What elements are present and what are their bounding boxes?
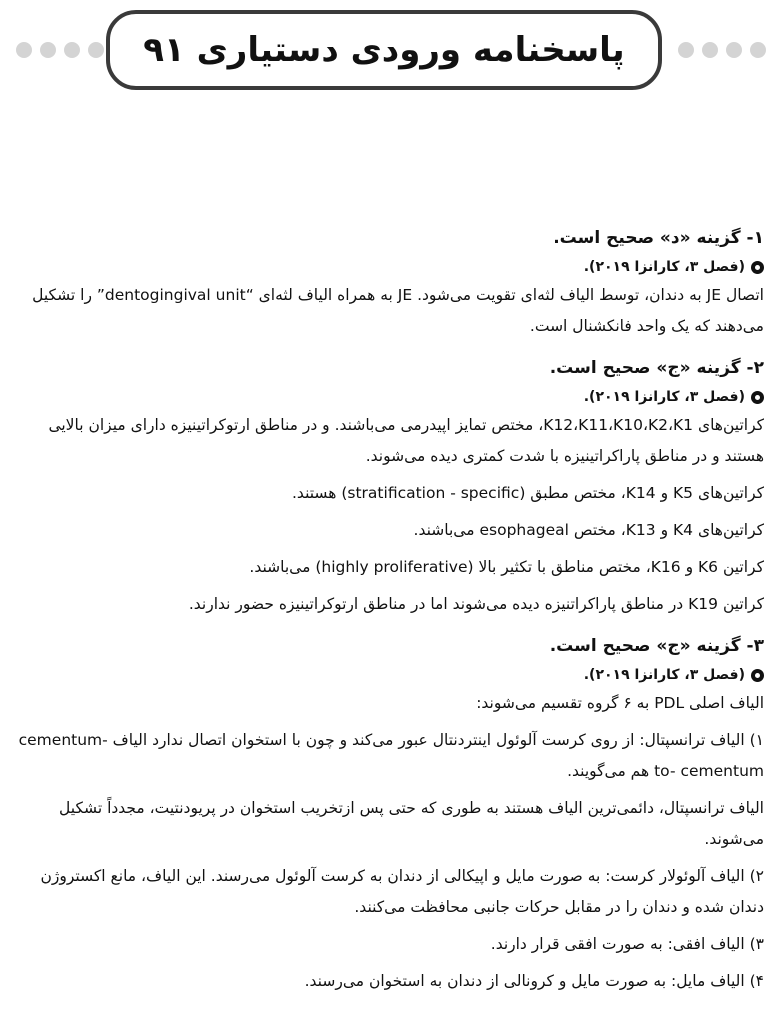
- dot-icon: [750, 42, 766, 58]
- answer-block-1: [18, 222, 764, 342]
- reference-bullet-icon: [751, 669, 764, 682]
- decorative-dots-right: [678, 42, 766, 58]
- reference-line: [18, 254, 764, 280]
- reference-bullet-icon: [751, 261, 764, 274]
- page-title: پاسخنامه ورودی دستیاری ۹۱: [143, 30, 625, 70]
- title-frame: [106, 10, 662, 90]
- dot-icon: [40, 42, 56, 58]
- answer-title: ۲- گزینه «ج» صحیح است.: [549, 358, 764, 378]
- dot-icon: [702, 42, 718, 58]
- dot-icon: [726, 42, 742, 58]
- answer-paragraph: ۴) الیاف مایل: به صورت مایل و کرونالی از دندان به استخوان می‌رسند.: [304, 972, 764, 990]
- answer-paragraph: الیاف ترانسپتال، دائمی‌ترین الیاف هستند به طوری که حتی پس ازتخریب استخوان در پریودنتیت، مجدداً تشکیل می‌شوند.: [59, 799, 764, 848]
- answer-paragraph: اتصال JE به دندان، توسط الیاف لثه‌ای تقویت می‌شود. JE به همراه الیاف لثه‌ای “dentogingival unit” را تشکیل می‌دهند که یک واحد فانکشنال است.: [32, 286, 764, 335]
- answer-paragraph: کراتین‌های K4 و K13، مختص esophageal می‌باشند.: [413, 521, 764, 539]
- answer-paragraph: الیاف اصلی PDL به ۶ گروه تقسیم می‌شوند:: [476, 694, 764, 712]
- answer-title: ۱- گزینه «د» صحیح است.: [553, 228, 764, 248]
- reference-bullet-icon: [751, 391, 764, 404]
- answer-content: [18, 222, 764, 1007]
- page-header: [0, 0, 784, 110]
- reference-text: (فصل ۳، کارانزا ۲۰۱۹).: [583, 259, 745, 275]
- answer-paragraph: کراتین‌های K5 و K14، مختص مطبق (stratification - specific) هستند.: [292, 484, 764, 502]
- answer-paragraph: ۱) الیاف ترانسپتال: از روی کرست آلوئول اینتردنتال عبور می‌کند و چون با استخوان اتصال ندارد الیاف -cementum to- cementum هم می‌گویند.: [18, 731, 764, 780]
- dot-icon: [88, 42, 104, 58]
- answer-title: ۳- گزینه «ج» صحیح است.: [549, 636, 764, 656]
- answer-block-2: [18, 352, 764, 620]
- decorative-dots-left: [16, 42, 104, 58]
- answer-paragraph: کراتین K19 در مناطق پاراکراتنیزه دیده می‌شوند اما در مناطق ارتوکراتینیزه حضور ندارند.: [188, 595, 764, 613]
- dot-icon: [678, 42, 694, 58]
- answer-paragraph: ۲) الیاف آلوئولار کرست: به صورت مایل و اپیکالی از دندان به کرست آلوئول می‌رسند. این الیاف، مانع اکستروژن دندان شده و دندان را در مقابل حرکات جانبی محافظت می‌کنند.: [40, 867, 764, 916]
- dot-icon: [64, 42, 80, 58]
- answer-paragraph: کراتین‌های K12،K11،K10،K2،K1، مختص تمایز اپیدرمی می‌باشند. و در مناطق ارتوکراتینیزه دارای میزان بالایی هستند و در مناطق پاراکراتینیزه با شدت کمتری دیده می‌شوند.: [48, 416, 764, 465]
- reference-line: [18, 662, 764, 688]
- dot-icon: [16, 42, 32, 58]
- reference-line: [18, 384, 764, 410]
- reference-text: (فصل ۳، کارانزا ۲۰۱۹).: [583, 667, 745, 683]
- answer-paragraph: کراتین K6 و K16، مختص مناطق با تکثیر بالا (highly proliferative) می‌باشند.: [249, 558, 764, 576]
- reference-text: (فصل ۳، کارانزا ۲۰۱۹).: [583, 389, 745, 405]
- answer-paragraph: ۳) الیاف افقی: به صورت افقی قرار دارند.: [490, 935, 764, 953]
- answer-block-3: [18, 630, 764, 997]
